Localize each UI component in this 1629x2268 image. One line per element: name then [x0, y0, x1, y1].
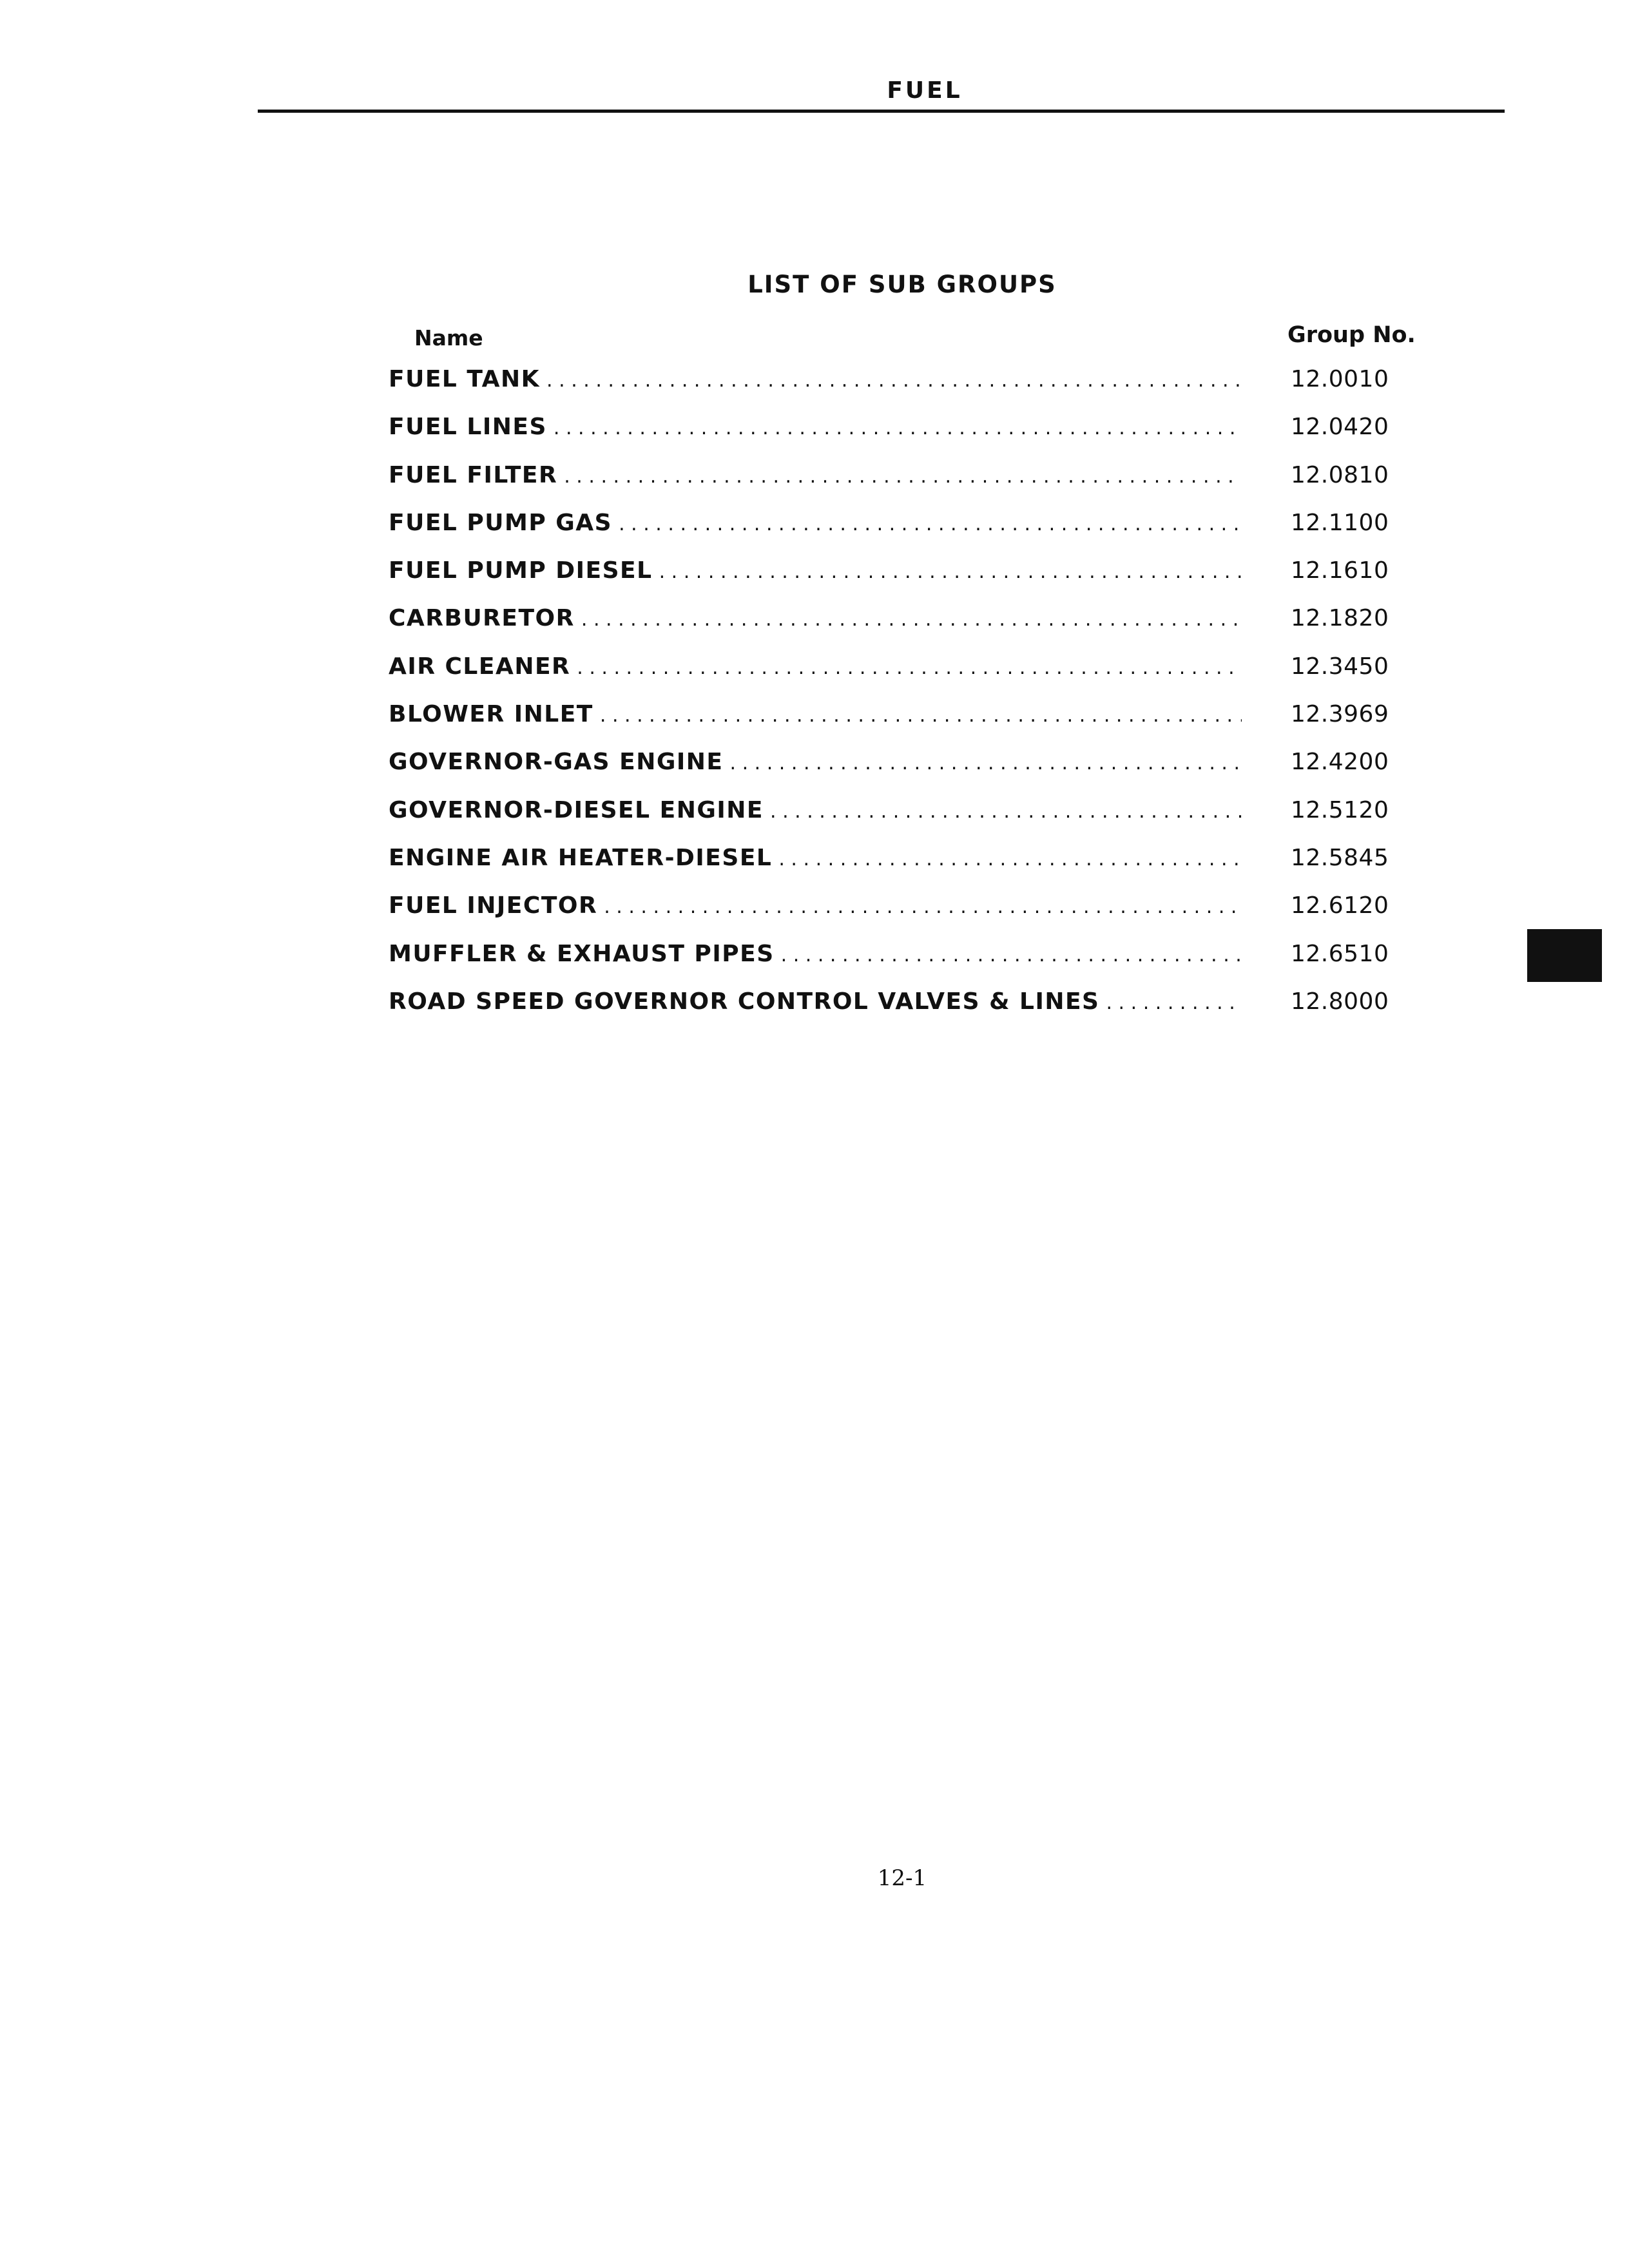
dot-leader — [770, 800, 1242, 823]
list-item — [389, 941, 1394, 988]
page-number: 12-1 — [877, 1865, 927, 1891]
list-item — [389, 510, 1394, 557]
dot-leader — [554, 417, 1242, 439]
entry-group-number: 12.4200 — [1291, 749, 1389, 776]
list-item — [389, 462, 1394, 510]
sub-group-list — [389, 366, 1394, 1036]
entry-name: FUEL TANK — [389, 366, 541, 392]
list-item — [389, 749, 1394, 796]
dot-leader — [781, 944, 1242, 966]
entry-name: BLOWER INLET — [389, 701, 593, 728]
list-item — [389, 892, 1394, 940]
list-item — [389, 557, 1394, 605]
entry-name: ROAD SPEED GOVERNOR CONTROL VALVES & LINES — [389, 988, 1100, 1015]
entry-name: GOVERNOR-GAS ENGINE — [389, 749, 724, 776]
dot-leader — [619, 513, 1242, 535]
entry-name: MUFFLER & EXHAUST PIPES — [389, 940, 775, 967]
list-item — [389, 797, 1394, 845]
entry-group-number: 12.1820 — [1291, 605, 1389, 632]
column-header-name: Name — [414, 325, 483, 351]
list-item — [389, 845, 1394, 892]
entry-name: AIR CLEANER — [389, 653, 571, 680]
page-header-title: FUEL — [887, 77, 963, 104]
entry-name: FUEL PUMP DIESEL — [389, 557, 653, 584]
entry-group-number: 12.6120 — [1291, 892, 1389, 919]
entry-name: FUEL INJECTOR — [389, 892, 598, 919]
dot-leader — [564, 465, 1242, 488]
dot-leader — [604, 896, 1242, 918]
entry-name: FUEL PUMP GAS — [389, 509, 613, 536]
entry-name: FUEL FILTER — [389, 461, 558, 488]
entry-group-number: 12.1610 — [1291, 557, 1389, 584]
entry-group-number: 12.0420 — [1291, 414, 1389, 441]
dot-leader — [577, 657, 1242, 679]
section-title: LIST OF SUB GROUPS — [747, 271, 1057, 298]
header-rule — [258, 110, 1505, 113]
list-item — [389, 366, 1394, 414]
entry-group-number: 12.6510 — [1291, 940, 1389, 967]
entry-group-number: 12.5845 — [1291, 844, 1389, 871]
list-item — [389, 701, 1394, 749]
entry-group-number: 12.3450 — [1291, 653, 1389, 680]
entry-group-number: 12.8000 — [1291, 988, 1389, 1015]
entry-group-number: 12.5120 — [1291, 796, 1389, 823]
entry-group-number: 12.0010 — [1291, 366, 1389, 392]
section-thumb-tab — [1527, 929, 1602, 982]
dot-leader — [581, 608, 1242, 631]
entry-name: GOVERNOR-DIESEL ENGINE — [389, 796, 764, 823]
dot-leader — [546, 369, 1242, 392]
dot-leader — [778, 848, 1242, 870]
entry-name: ENGINE AIR HEATER-DIESEL — [389, 844, 773, 871]
entry-name: FUEL LINES — [389, 414, 547, 441]
list-item — [389, 414, 1394, 461]
dot-leader — [659, 561, 1242, 583]
entry-group-number: 12.3969 — [1291, 701, 1389, 728]
entry-group-number: 12.0810 — [1291, 461, 1389, 488]
list-item — [389, 605, 1394, 653]
list-item — [389, 653, 1394, 701]
dot-leader — [730, 752, 1242, 774]
entry-group-number: 12.1100 — [1291, 509, 1389, 536]
dot-leader — [1106, 992, 1242, 1014]
entry-name: CARBURETOR — [389, 605, 575, 632]
column-header-group: Group No. — [1287, 322, 1416, 348]
dot-leader — [600, 704, 1242, 727]
list-item — [389, 988, 1394, 1036]
